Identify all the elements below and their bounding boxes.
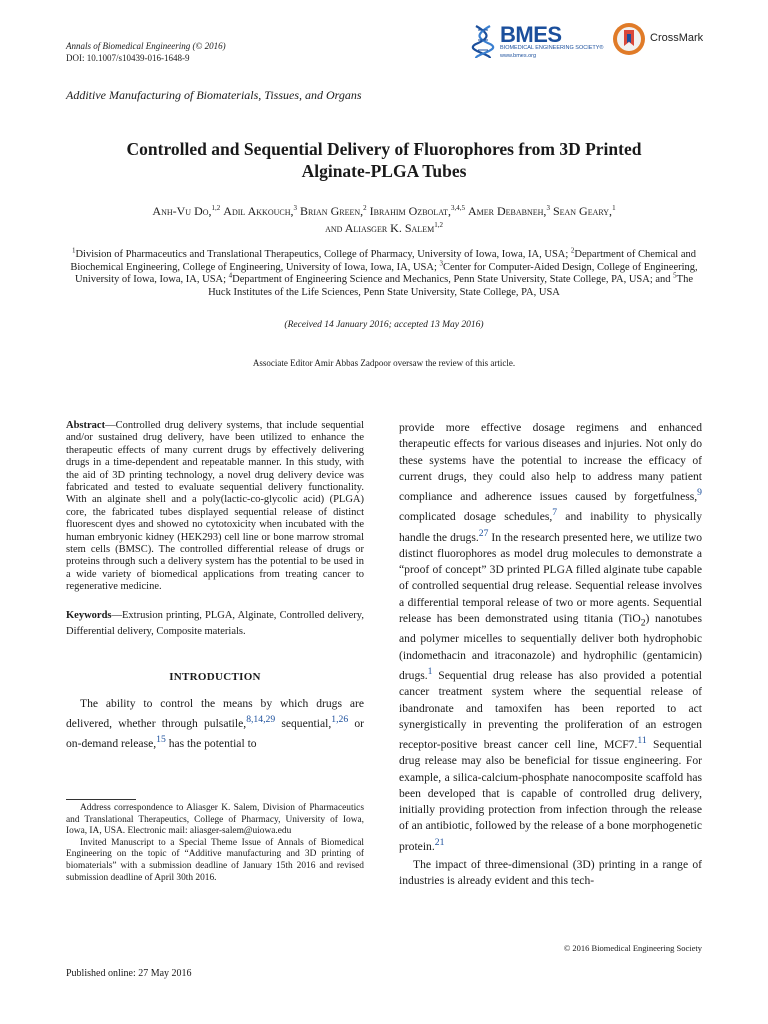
crossmark-badge[interactable] — [612, 22, 722, 58]
affil-sup: 3 — [439, 259, 443, 267]
keywords-text: —Extrusion printing, PLGA, Alginate, Controlled delivery, Differential delivery, Composite materials. — [66, 609, 364, 638]
title-line-2: Alginate-PLGA Tubes — [301, 161, 467, 181]
affiliation-2: Department of Chemical and Biochemical Engineering, College of Engineering, University of Iowa, Iowa, IA, USA; — [70, 249, 697, 273]
citation-link[interactable]: 1,26 — [331, 713, 349, 725]
affiliation-5: The Huck Institutes of the Life Sciences, Penn State University, State College, PA, USA — [208, 274, 693, 298]
citation-link[interactable]: 21 — [434, 836, 445, 848]
author-list — [66, 203, 702, 237]
affil-sup: 2 — [570, 246, 575, 255]
author-affil-sup: 3 — [546, 204, 550, 212]
crossmark-label: CrossMark — [650, 32, 704, 44]
citation-link[interactable]: 27 — [478, 527, 489, 539]
affil-sup: 4 — [228, 271, 233, 280]
citation-link[interactable]: 9 — [697, 487, 702, 499]
author: Adil Akkouch, — [223, 204, 294, 218]
author: and Aliasger K. Salem — [325, 221, 435, 235]
footnote-divider — [66, 799, 136, 800]
author-affil-sup: 3,4,5 — [450, 204, 465, 212]
bmes-subtitle: BIOMEDICAL ENGINEERING SOCIETY® — [500, 45, 604, 51]
author: Ibrahim Ozbolat, — [369, 204, 451, 218]
right-column — [399, 420, 702, 889]
author-affil-sup: 3 — [293, 204, 298, 212]
abstract-label: Abstract — [66, 420, 106, 431]
doi[interactable]: DOI: 10.1007/s10439-016-1648-9 — [66, 53, 190, 63]
citation-link[interactable]: 1 — [427, 666, 433, 678]
affiliation-1: Division of Pharmaceutics and Translational Therapeutics, College of Pharmacy, University of Iowa, Iowa, IA, USA; — [75, 249, 569, 260]
affiliation-3: Center for Computer-Aided Design, College of Engineering, University of Iowa, Iowa, IA, USA; — [74, 261, 698, 285]
citation-link[interactable]: 11 — [637, 735, 647, 747]
author: Brian Green, — [300, 204, 364, 218]
bmes-wordmark: BMES — [500, 22, 562, 47]
copyright: © 2016 Biomedical Engineering Society — [563, 943, 702, 953]
author: Sean Geary, — [552, 204, 613, 218]
author: Anh-Vu Do, — [152, 204, 212, 218]
received-dates: (Received 14 January 2016; accepted 13 May 2016) — [284, 320, 484, 330]
bmes-url[interactable]: www.bmes.org — [500, 53, 537, 59]
keywords-label: Keywords — [66, 609, 112, 621]
crossmark-icon — [612, 22, 646, 56]
bmes-logo[interactable] — [470, 22, 606, 64]
footnote-invited: Invited Manuscript to a Special Theme Issue of Annals of Biomedical Engineering on the topic of “Additive manufacturing and 3D printing of biomaterials” with a submission deadline of January 15th 2016 and revised submission deadline of April 30th 2016. — [66, 837, 364, 883]
intro-paragraph: The ability to control the means by which drugs are delivered, whether through pulsatile,$^{8,14,29}$ sequential,$^{1,26}$ or on-demand release,$^{15}$ has the potential to — [66, 696, 364, 750]
published-date: Published online: 27 May 2016 — [66, 968, 192, 979]
footnotes — [66, 803, 364, 884]
author-affil-sup: 2 — [363, 204, 367, 212]
affiliation-4: Department of Engineering Science and Mechanics, Penn State University, State College, PA, USA; and — [232, 274, 671, 285]
left-column — [66, 420, 364, 752]
intro-heading: INTRODUCTION — [169, 670, 261, 683]
paper-title — [66, 138, 702, 182]
author: Amer Debabneh, — [467, 204, 547, 218]
affil-sup: 5 — [673, 271, 677, 280]
body-paragraph: The impact of three-dimensional (3D) printing in a range of industries is already evident and this tech- — [399, 857, 702, 888]
abstract — [66, 420, 364, 594]
title-line-1: Controlled and Sequential Delivery of Fluorophores from 3D Printed — [126, 139, 642, 159]
citation-link[interactable]: 15 — [156, 734, 166, 746]
keywords — [66, 608, 364, 641]
dna-helix-icon — [470, 24, 496, 60]
journal-name: Annals of Biomedical Engineering (© 2016) — [66, 41, 226, 51]
author-affil-sup: 1,2 — [434, 221, 443, 229]
body-paragraph: provide more effective dosage regimens and enhanced therapeutic effects for various diseases and injuries. Not only do these systems have the potential to increase the efficacy of current drugs, they could also help to address many patient compliance and adherence issues caused by forgetfulness,$^9$ complicated dosage schedules,$^7$ and inability to physically handle the drugs.$^{27}$ In the research presented here, we utilize two distinct fluorophores as model drug molecules to demonstrate a “proof of concept” 3D printed PLGA filled alginate tube capable of controlled sequential drug release. Sequential release involves a differential temporal release of two or more agents. Sequential release has been demonstrated using titania (TiO$_2$) nanotubes and polymer micelles to sequentially deliver both hydrophobic (indomethacin and itraconazole) and hydrophilic (gentamicin) drugs.$^1$ Sequential drug release has also provided a potential cancer treatment system where the sequential release of ibandronate and tamoxifen has been reported to act synergistically in preventing the proliferation of an estrogen receptor-positive breast cancer cell line, MCF7.11 Sequential drug release may also be beneficial for tissue engineering. For example, a silica-calcium-phosphate nanocomposite scaffold has been developed that is capable of controlled drug delivery, initially providing protection from infection through the release of an antibiotic, followed by the release of a bone morphogenetic protein.$^{21}$ — [399, 421, 702, 853]
abstract-text: —Controlled drug delivery systems, that include sequential and/or sustained drug delivery, have been utilized to enhance the therapeutic effects of many current drugs by effectively delivering drugs in a time-dependent and repeatable manner. In this study, with the aid of 3D printing technology, a novel drug delivery device was fabricated and tested to evaluate sequential delivery functionality. With an alginate shell and a poly(lactic-co-glycolic acid) (PLGA) core, the fabricated tubes displayed sequential release of distinct fluorescent dyes and showed no cytotoxicity when incubated with the human embryonic kidney (HEK293) cell line or bone marrow stromal stem cells (BMSC). The controlled differential release of drugs or proteins through such a delivery system has the potential to be used in a wide variety of biomedical applications from treating cancer to regenerative medicine. — [66, 420, 364, 593]
affil-sup: 1 — [71, 246, 76, 255]
author-affil-sup: 1 — [612, 204, 616, 212]
section-title: Additive Manufacturing of Biomaterials, Tissues, and Organs — [66, 88, 362, 102]
author-affil-sup: 1,2 — [211, 204, 221, 212]
associate-editor: Associate Editor Amir Abbas Zadpoor oversaw the review of this article. — [252, 358, 516, 368]
affiliations — [66, 246, 702, 299]
footnote-correspondence: Address correspondence to Aliasger K. Salem, Division of Pharmaceutics and Translational Therapeutics, College of Pharmacy, University of Iowa, Iowa, IA, USA. Electronic mail: aliasger-salem@uiowa.edu — [66, 803, 364, 837]
citation-link[interactable]: 7 — [552, 507, 558, 519]
citation-link[interactable]: 8,14,29 — [246, 713, 276, 725]
